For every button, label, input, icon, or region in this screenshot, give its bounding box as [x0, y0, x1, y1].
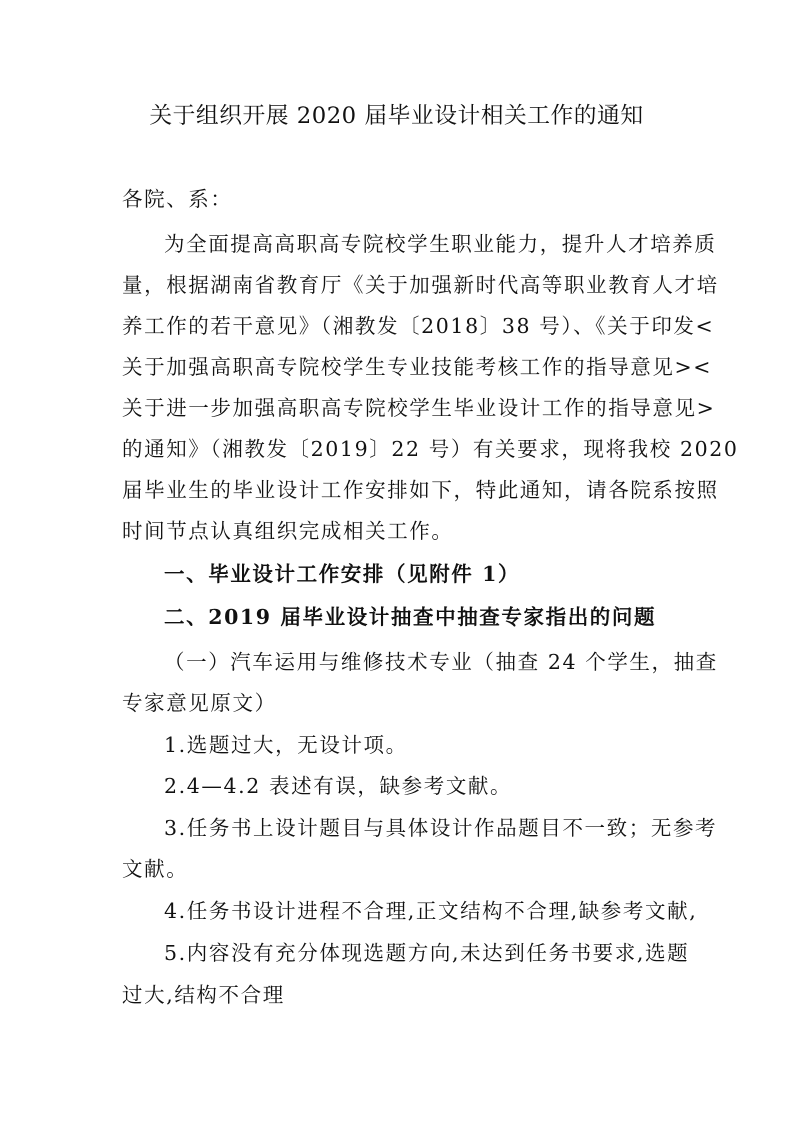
section-heading-2: 二、2019 届毕业设计抽查中抽查专家指出的问题: [164, 605, 657, 629]
list-item-continuation: 过大,结构不合理: [122, 983, 285, 1007]
list-item: 1.选题过大，无设计项。: [164, 733, 408, 757]
subsection-line: 专家意见原文）: [122, 691, 277, 715]
intro-line: 养工作的若干意见》（湘教发〔2018〕38 号）、《关于印发<: [122, 314, 715, 338]
intro-line: 量，根据湖南省教育厅《关于加强新时代高等职业教育人才培: [122, 273, 719, 297]
list-item-continuation: 文献。: [122, 857, 189, 881]
intro-line: 的通知》（湘教发〔2019〕22 号）有关要求，现将我校 2020: [122, 437, 739, 461]
intro-line: 关于进一步加强高职高专院校学生毕业设计工作的指导意见>: [122, 396, 716, 420]
document-title: 关于组织开展 2020 届毕业设计相关工作的通知: [149, 103, 644, 129]
list-item: 4.任务书设计进程不合理,正文结构不合理,缺参考文献,: [164, 899, 698, 923]
intro-line: 届毕业生的毕业设计工作安排如下，特此通知，请各院系按照: [122, 478, 719, 502]
intro-line: 为全面提高高职高专院校学生职业能力，提升人才培养质: [164, 232, 717, 256]
salutation: 各院、系：: [122, 187, 233, 211]
list-item: 3.任务书上设计题目与具体设计作品题目不一致；无参考: [164, 816, 718, 840]
section-heading-1: 一、毕业设计工作安排（见附件 1）: [164, 562, 521, 586]
intro-line: 关于加强高职高专院校学生专业技能考核工作的指导意见><: [122, 355, 713, 379]
list-item: 5.内容没有充分体现选题方向,未达到任务书要求,选题: [164, 941, 690, 965]
list-item: 2.4—4.2 表述有误，缺参考文献。: [164, 774, 513, 798]
intro-line: 时间节点认真组织完成相关工作。: [122, 519, 454, 543]
subsection-line: （一）汽车运用与维修技术专业（抽查 24 个学生，抽查: [164, 650, 718, 674]
